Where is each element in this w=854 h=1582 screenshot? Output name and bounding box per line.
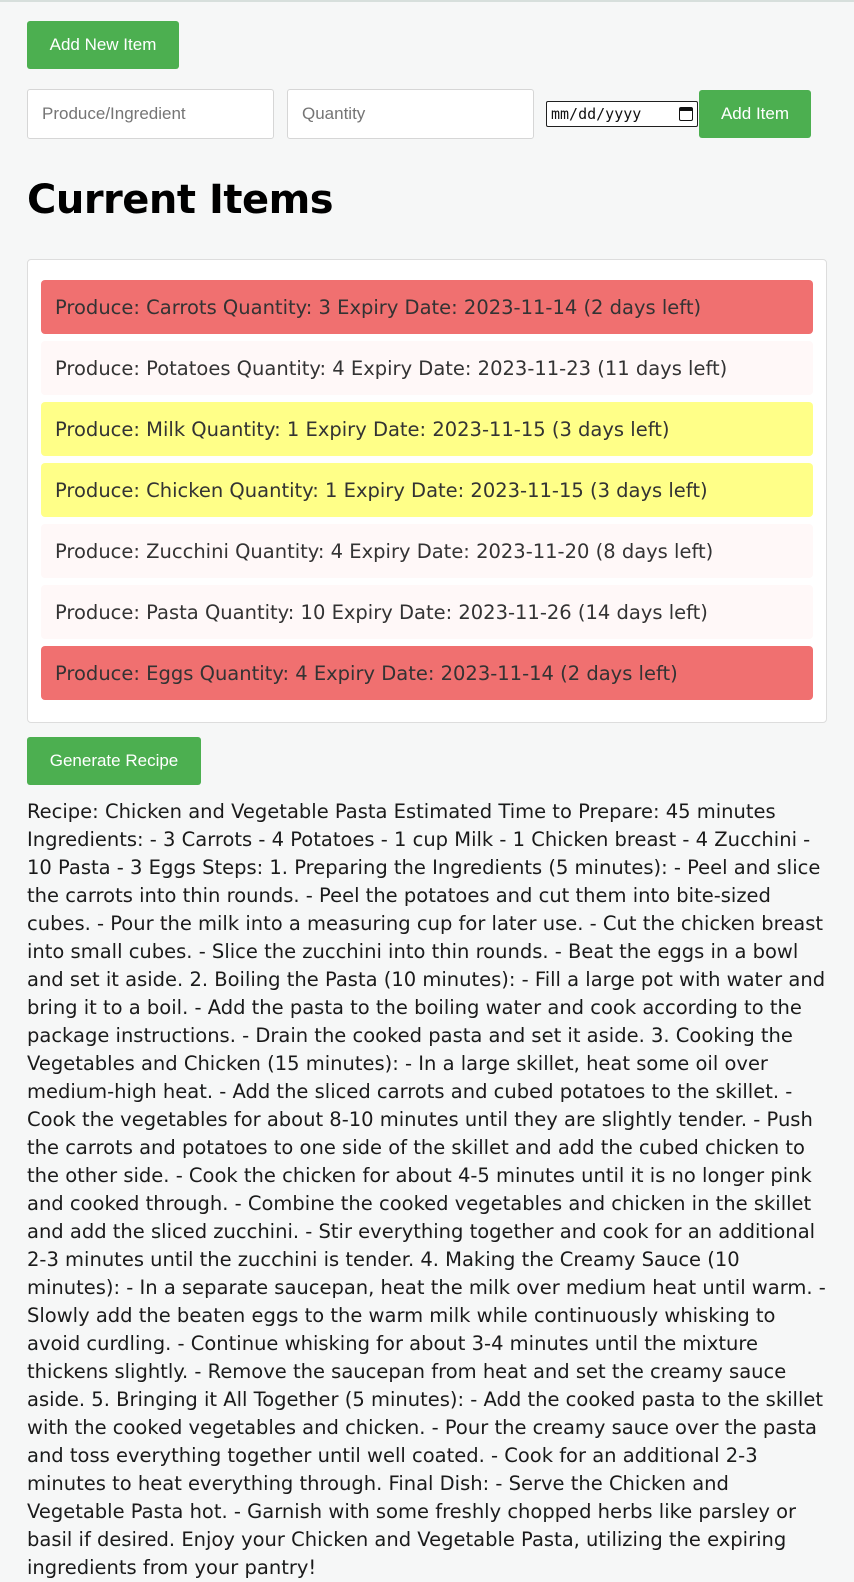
items-list — [27, 259, 827, 723]
list-item: Produce: Eggs Quantity: 4 Expiry Date: 2023-11-14 (2 days left) — [41, 646, 813, 700]
recipe-text: Recipe: Chicken and Vegetable Pasta Estimated Time to Prepare: 45 minutes Ingredients: - 3 Carrots - 4 Potatoes - 1 cup Milk - 1 Chicken breast - 4 Zucchini - 10 Pasta - 3 Eggs Steps: 1. Preparing the Ingredients (5 minutes): - Peel and slice the carrots into thin rounds. - Peel the potatoes and cut them into bite-sized cubes. - Pour the milk into a measuring cup for later use. - Cut the chicken breast into small cubes. - Slice the zucchini into thin rounds. - Beat the eggs in a bowl and set it aside. 2. Boiling the Pasta (10 minutes): - Fill a large pot with water and bring it to a boil. - Add the pasta to the boiling water and cook according to the package instructions. - Drain the cooked pasta and set it aside. 3. Cooking the Vegetables and Chicken (15 minutes): - In a large skillet, heat some oil over medium-high heat. - Add the sliced carrots and cubed potatoes to the skillet. - Cook the vegetables for about 8-10 minutes until they are slightly tender. - Push the carrots and potatoes to one side of the skillet and add the cubed chicken to the other side. - Cook the chicken for about 4-5 minutes until it is no longer pink and cooked through. - Combine the cooked vegetables and chicken in the skillet and add the sliced zucchini. - Stir everything together and cook for an additional 2-3 minutes until the zucchini is tender. 4. Making the Creamy Sauce (10 minutes): - In a separate saucepan, heat the milk over medium heat until warm. - Slowly add the beaten eggs to the warm milk while continuously whisking to avoid curdling. - Continue whisking for about 3-4 minutes until the mixture thickens slightly. - Remove the saucepan from heat and set the creamy sauce aside. 5. Bringing it All Together (5 minutes): - Add the cooked pasta to the skillet with the cooked vegetables and chicken. - Pour the creamy sauce over the pasta and toss everything together until well coated. - Cook for an additional 2-3 minutes to heat everything through. Final Dish: - Serve the Chicken and Vegetable Pasta hot. - Garnish with some freshly chopped herbs like parsley or basil if desired. Enjoy your Chicken and Vegetable Pasta, utilizing the expiring ingredients from your pantry! — [27, 800, 826, 1579]
produce-input[interactable] — [27, 89, 274, 139]
list-item: Produce: Chicken Quantity: 1 Expiry Date: 2023-11-15 (3 days left) — [41, 463, 813, 517]
expiry-date-input[interactable] — [546, 101, 698, 127]
current-items-heading: Current Items — [27, 177, 334, 223]
date-placeholder: mm/dd/yyyy — [551, 105, 642, 123]
calendar-icon[interactable] — [679, 107, 693, 121]
add-item-button[interactable]: Add Item — [699, 90, 811, 138]
page — [0, 2, 854, 1579]
quantity-input[interactable] — [287, 89, 534, 139]
list-item: Produce: Potatoes Quantity: 4 Expiry Date: 2023-11-23 (11 days left) — [41, 341, 813, 395]
list-item: Produce: Milk Quantity: 1 Expiry Date: 2023-11-15 (3 days left) — [41, 402, 813, 456]
add-new-item-button[interactable]: Add New Item — [27, 21, 179, 69]
list-item: Produce: Carrots Quantity: 3 Expiry Date: 2023-11-14 (2 days left) — [41, 280, 813, 334]
list-item: Produce: Zucchini Quantity: 4 Expiry Date: 2023-11-20 (8 days left) — [41, 524, 813, 578]
list-item: Produce: Pasta Quantity: 10 Expiry Date: 2023-11-26 (14 days left) — [41, 585, 813, 639]
generate-recipe-button[interactable]: Generate Recipe — [27, 737, 201, 785]
